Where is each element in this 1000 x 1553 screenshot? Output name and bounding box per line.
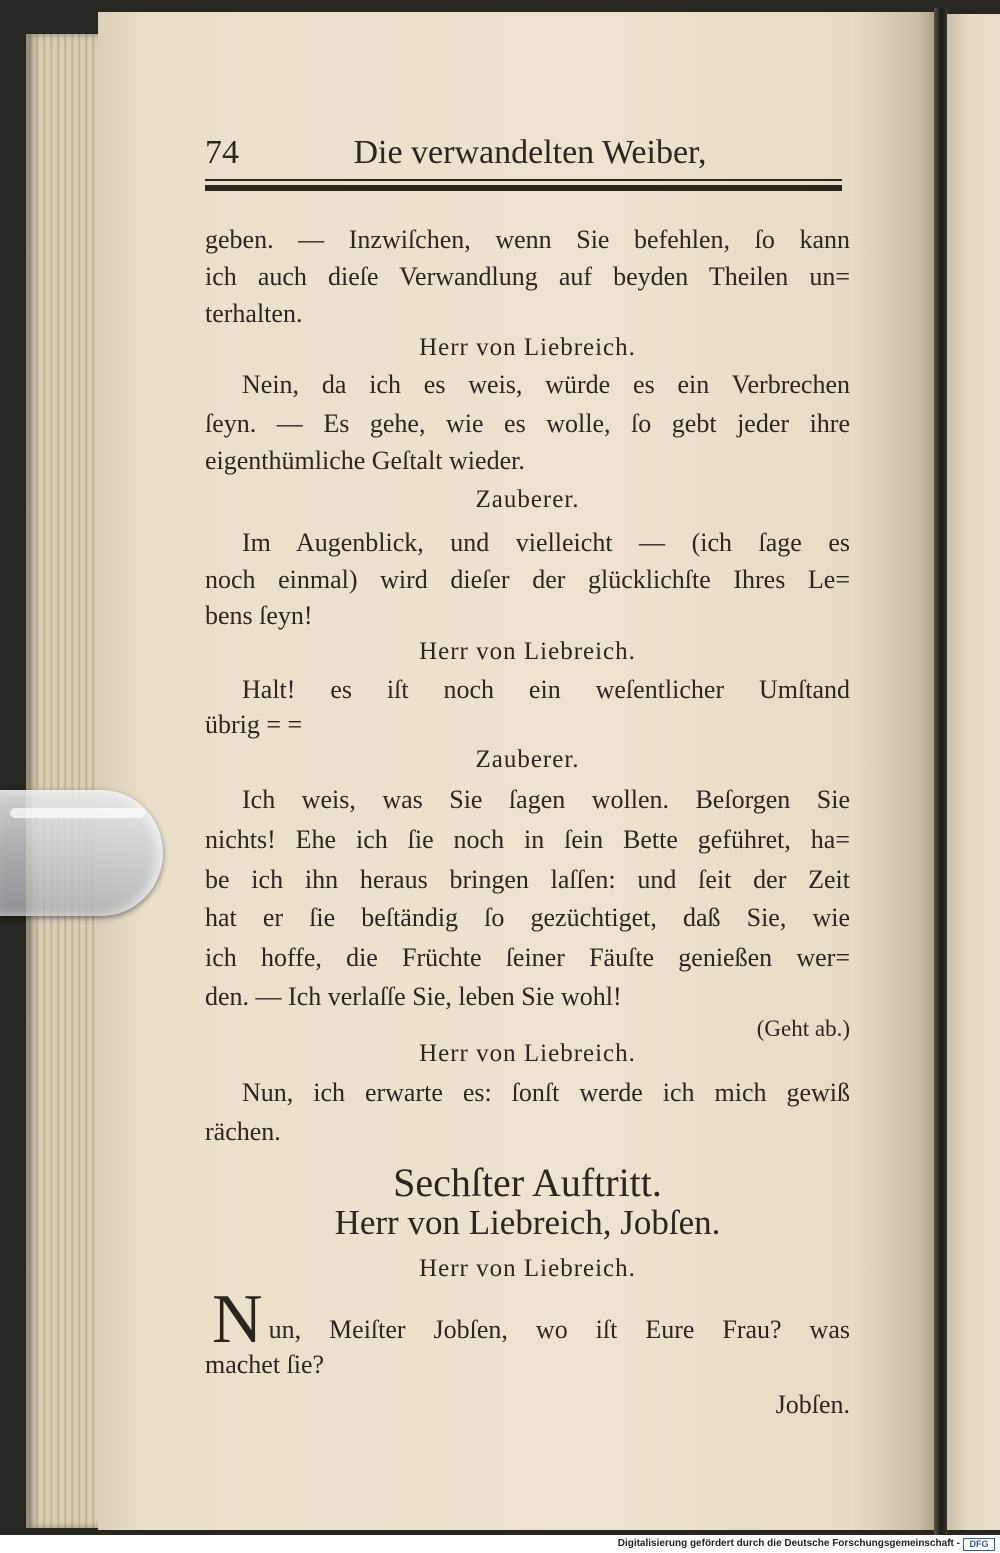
text-line: ſeyn. — Es gehe, wie es wolle, ſo gebt jeder ihre [205,409,850,438]
scene-title: Sechſter Auftritt. [393,1160,662,1205]
text-line: bens ſeyn! [205,601,313,630]
text-line: übrig = = [205,710,303,739]
text-line: terhalten. [205,299,303,328]
text-line: ich hoffe, die Früchte ſeiner Fäuſte genießen wer= [205,943,850,972]
header-rule-thick [205,185,842,191]
speaker-name: Herr von Liebreich. [419,1040,636,1067]
text-line: hat er ſie beſtändig ſo gezüchtiget, daß Sie, wie [205,903,850,932]
text-line: ich auch dieſe Verwandlung auf beyden Theilen un= [205,262,850,291]
text-line: nichts! Ehe ich ſie noch in ſein Bette geführet, ha= [205,825,850,854]
text-line: Halt! es iſt noch ein weſentlicher Umſtand [242,675,850,704]
clip-highlight [10,808,145,818]
text-line: Ich weis, was Sie ſagen wollen. Beſorgen Sie [242,785,850,814]
text-line: be ich ihn heraus bringen laſſen: und ſeit der Zeit [205,865,850,894]
speaker-name: Zauberer. [475,486,580,513]
text-line: geben. — Inzwiſchen, wenn Sie befehlen, ſo kann [205,225,850,254]
speaker-name: Zauberer. [475,746,580,773]
text-line-drop-cap: Nun, Meiſter Jobſen, wo iſt Eure Frau? was [212,1281,850,1358]
page-number: 74 [205,134,239,171]
catchword: Jobſen. [775,1390,850,1419]
text-line: rächen. [205,1117,281,1146]
funding-credit: Digitalisierung gefördert durch die Deutsche Forschungsgemeinschaft - [617,1538,960,1549]
book-gutter [934,8,948,1535]
speaker-name: Herr von Liebreich. [419,1255,636,1282]
facing-page-edge [947,14,1000,1530]
text-line: machet ſie? [205,1350,325,1379]
text-line: eigenthümliche Geſtalt wieder. [205,446,525,475]
speaker-name: Herr von Liebreich. [419,638,636,665]
speaker-name: Herr von Liebreich. [419,334,636,361]
footer-bar [0,1535,1000,1553]
running-title: Die verwandelten Weiber, [353,134,707,171]
page-clip [0,790,163,916]
header-rule-thin [205,179,842,181]
dfg-logo-icon: DFG [963,1538,995,1551]
stage-direction: (Geht ab.) [756,1016,850,1041]
text-line: Im Augenblick, und vielleicht — (ich ſage es [242,528,850,557]
text-line: den. — Ich verlaſſe Sie, leben Sie wohl! [205,982,622,1011]
text-line: Nun, ich erwarte es: ſonſt werde ich mich gewiß [242,1078,850,1107]
scene-characters: Herr von Liebreich, Jobſen. [334,1203,721,1242]
text-line: noch einmal) wird dieſer der glücklichſte Ihres Le= [205,565,850,594]
text-line: Nein, da ich es weis, würde es ein Verbrechen [242,370,850,399]
page-edges-stack [26,34,106,1528]
